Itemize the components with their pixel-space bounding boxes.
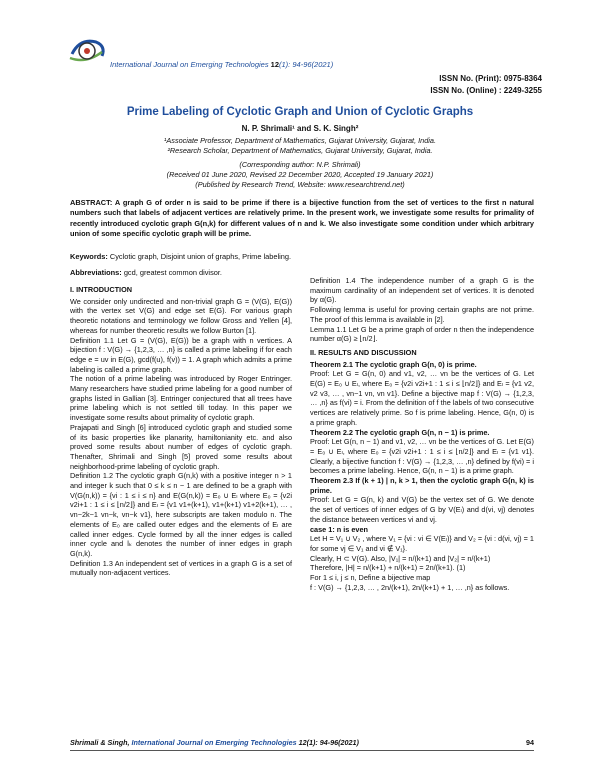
paragraph: Following lemma is useful for proving certain graphs are not prime. The proof of this lemma is available in [2]. <box>310 305 534 324</box>
section-heading: II. RESULTS AND DISCUSSION <box>310 347 417 357</box>
paragraph: Let H = V₁ ∪ V₂ , where V₁ = {vi : vi ∈ V(Eₗ)} and V₂ = {vi : d(vi, vj) = 1 for some vj ∈ V₁ and vi ∉ V₁}. <box>310 534 534 553</box>
paragraph: Definition 1.3 An independent set of vertices in a graph G is a set of mutually non-adjacent vertices. <box>70 558 292 578</box>
journal-volume: 12 <box>270 60 280 69</box>
theorem: Theorem 2.1 The cyclotic graph G(n, 0) is prime. <box>310 359 477 369</box>
theorem: Theorem 2.2 The cyclotic graph G(n, n − 1) is prime. <box>310 427 490 437</box>
footer-journal: International Journal on Emerging Technologies <box>131 738 297 747</box>
publisher: (Published by Research Trend, Website: www.researchtrend.net) <box>195 180 405 189</box>
corresponding-author: (Corresponding author: N.P. Shrimali) <box>239 160 361 169</box>
paragraph: f : V(G) → {1,2,3, … , 2n/(k+1), 2n/(k+1) + 1, … ,n} as follows. <box>310 582 510 592</box>
footer-rule <box>70 750 534 751</box>
journal-issue: (1): 94-96(2021) <box>279 60 334 69</box>
paragraph: Definition 1.1 Let G = (V(G), E(G)) be a graph with n vertices. A bijection f : V(G) → {1,2,3, … ,n} is called a prime labeling if for each edge e = uv in E(G), gcd(f(u), f(v)) = 1. A graph which admits a prime labeling is called a prime graph. <box>70 335 292 374</box>
issn-online: ISSN No. (Online) : 2249-3255 <box>430 86 542 95</box>
abbreviations <box>70 268 222 277</box>
footer-issue: 12(1): 94-96(2021) <box>298 738 359 747</box>
paragraph: For 1 ≤ i, j ≤ n, Define a bijective map <box>310 573 431 583</box>
paper-authors: N. P. Shrimali¹ and S. K. Singh² <box>241 124 359 133</box>
paragraph: Proof: Let G = G(n, k) and V(G) be the vertex set of G. We denote the set of vertices of inner edges of G by V(Eₗ) and d(vi, vj) denotes the distance between vertices vi and vj. <box>310 495 534 524</box>
keywords-label: Keywords: <box>70 252 108 261</box>
journal-name: International Journal on Emerging Technologies <box>110 60 269 69</box>
affiliation-2: ²Research Scholar, Department of Mathematics, Gujarat University, Gujarat, India. <box>167 146 433 155</box>
page-number: 94 <box>526 738 534 747</box>
paragraph: Lemma 1.1 Let G be a prime graph of order n then the independence number α(G) ≥ ⌊n/2⌋. <box>310 324 534 344</box>
journal-logo <box>66 34 110 68</box>
abbreviations-label: Abbreviations: <box>70 268 122 277</box>
keywords-text: Cyclotic graph, Disjoint union of graphs, Prime labeling. <box>109 252 292 261</box>
section-heading: I. INTRODUCTION <box>70 285 133 294</box>
paragraph: Therefore, |H| = n/(k+1) + n/(k+1) = 2n/(k+1). (1) <box>310 563 466 573</box>
paragraph: Proof: Let G(n, n − 1) and v1, v2, … vn be the vertices of G. Let E(G) = E₀ ∪ Eₗ, where E₀ = {v2i v2i+1 : 1 ≤ i ≤ ⌊n/2⌋} and Eₗ = {v1 v1}. Clearly, a bijective function f : V(G) → {1,2,3, … ,n} defined by f(vi) = i becomes a prime labeling. Hence, G(n, n − 1) is a prime graph. <box>310 437 534 476</box>
keywords <box>70 252 291 261</box>
abbreviations-text: gcd, greatest common divisor. <box>123 268 222 277</box>
paragraph: Proof: Let G = G(n, 0) and v1, v2, … vn be the vertices of G. Let E(G) = E₀ ∪ Eₗ, where E₀ = {v2i v2i+1 : 1 ≤ i ≤ ⌊n/2⌋} and Eₗ = {v1 v2, v2 v3, … , vn−1 vn, vn v1}. Define a bijective map f : V(G) → {1,2,3, … ,n} as f(vi) = i. From the definition of f the labels of two consecutive vertices are relatively prime. So f is prime labeling. Hence, G(n, 0) is a prime graph. <box>310 369 534 427</box>
column-right <box>310 276 534 593</box>
paragraph: Definition 1.4 The independence number of a graph G is the maximum cardinality of an independent set of vertices. It is denoted by α(G). <box>310 276 534 305</box>
journal-header <box>110 60 333 69</box>
column-left <box>70 285 292 578</box>
paper-title: Prime Labeling of Cyclotic Graph and Union of Cyclotic Graphs <box>126 106 474 118</box>
abstract: ABSTRACT: A graph G of order n is said to be prime if there is a bijective function from the set of vertices to the first n natural numbers such that labels of adjacent vertices are relatively prime. In the present work, we investigate some results for primality of recently introduced cyclotic graph G(n,k) for different values of n and k. We also investigate some condition under which arbitrary union of some specific cyclotic graph will be prime. <box>70 198 534 238</box>
received-dates: (Received 01 June 2020, Revised 22 December 2020, Accepted 19 January 2021) <box>166 170 434 179</box>
paragraph: Clearly, H ⊂ V(G). Also, |V₁| = n/(k+1) and |V₂| = n/(k+1) <box>310 553 491 563</box>
paragraph: Definition 1.2 The cyclotic graph G(n,k) with a positive integer n > 1 and integer k such that 0 ≤ k ≤ n − 1 are defined to be a graph with V(G(n,k)) = {vi : 1 ≤ i ≤ n} and E(G(n,k)) = E₀ ∪ Eₗ where E₀ = {v2i v2i+1 : 1 ≤ i ≤ ⌊n/2⌋} and Eₗ = {v1 v1+(k+1), v1+(k+1) v1+2(k+1), … , vn−2k−1 vn−k, vn−k v1}, here subscripts are taken modulo n. The elements of E₀ are called outer edges and the elements of Eₗ are called inner edges. Cycle formed by all the inner edges is called inner cycle and lₖ denotes the number of inner edges in graph G(n,k). <box>70 471 292 558</box>
paragraph: The notion of a prime labeling was introduced by Roger Entringer. Many researchers have studied prime labeling for a good number of graphs listed in Gallian [3]. Entringer conjectured that all trees have prime labeling which is not settled till today. In this paper we investigate some results about primality of cyclotic graph. <box>70 374 292 423</box>
paragraph: Prajapati and Singh [6] introduced cyclotic graph and studied some of its basic properties like planarity, hamiltonianity etc. and also proved some results about number of edges of cyclotic graph. Thenafter, Shrimali and Singh [5] proved some results about neighborhood-prime labeling of cyclotic graph. <box>70 422 292 471</box>
theorem: Theorem 2.3 If (k + 1) | n, k > 1, then the cyclotic graph G(n, k) is prime. <box>310 476 534 495</box>
case-heading: case 1: n is even <box>310 524 369 534</box>
footer-authors: Shrimali & Singh, <box>70 738 130 747</box>
issn-print: ISSN No. (Print): 0975-8364 <box>439 74 542 83</box>
affiliation-1: ¹Associate Professor, Department of Mathematics, Gujarat University, Gujarat, India. <box>164 136 436 145</box>
paragraph: We consider only undirected and non-trivial graph G = (V(G), E(G)) with the vertex set V(G) and edge set E(G). For various graph theoretic notations and terminology we follow Gross and Yellen [4], whereas for number theoretic results we follow Burton [1]. <box>70 296 292 335</box>
footer-citation <box>70 738 359 747</box>
